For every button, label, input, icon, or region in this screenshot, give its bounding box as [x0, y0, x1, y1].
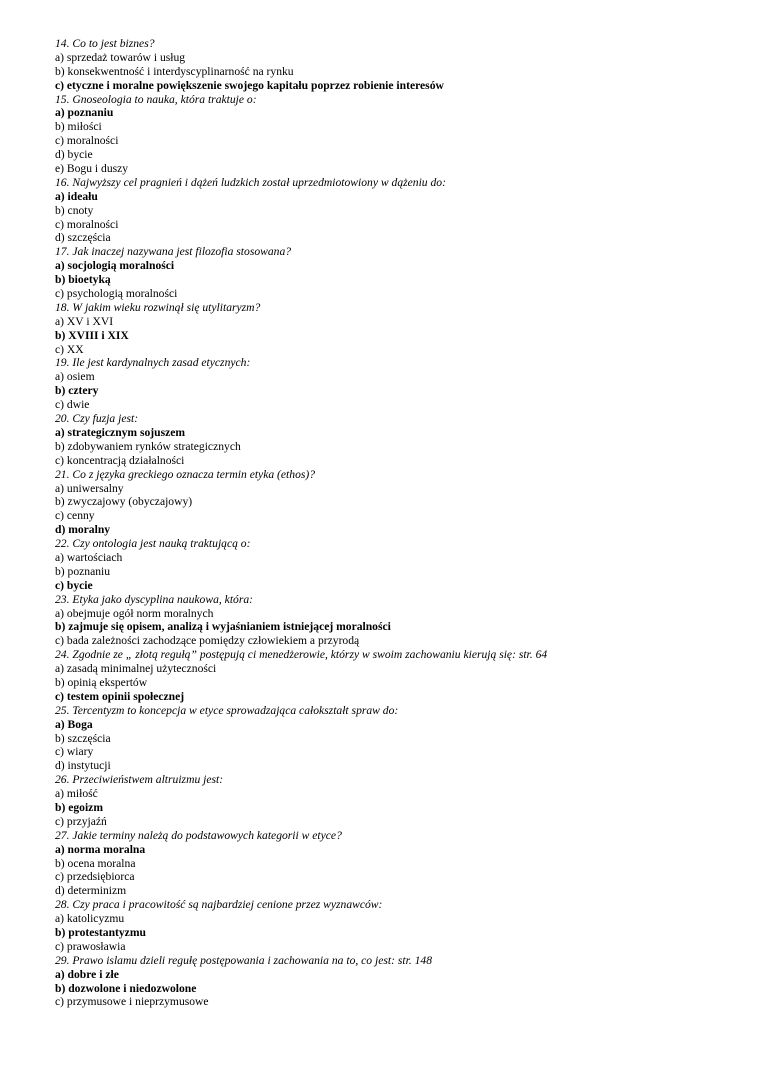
answer-option: b) zdobywaniem rynków strategicznych [55, 439, 241, 453]
answer-option-correct: b) bioetyką [55, 273, 111, 287]
answer-option: c) moralności [55, 217, 119, 231]
answer-option: c) przyjaźń [55, 814, 107, 828]
answer-option-correct: b) protestantyzmu [55, 926, 146, 939]
answer-option: d) bycie [55, 148, 93, 162]
answer-option-correct: a) Boga [55, 717, 93, 731]
answer-option: b) ocena moralna [55, 856, 136, 870]
question-text: 16. Najwyższy cel pragnień i dążeń ludzkich został uprzedmiotowiony w dążeniu do: [55, 175, 446, 189]
answer-option: c) wiary [55, 745, 94, 759]
answer-option: a) katolicyzmu [55, 912, 125, 926]
answer-option: e) Bogu i duszy [55, 162, 129, 176]
answer-option-correct: a) ideału [55, 189, 98, 203]
answer-option-correct: b) cztery [55, 384, 99, 398]
answer-option: b) szczęścia [55, 731, 111, 745]
answer-option-correct: b) XVIII i XIX [55, 328, 129, 342]
answer-option: d) szczęścia [55, 231, 111, 245]
answer-option: a) uniwersalny [55, 481, 124, 495]
answer-option: c) psychologią moralności [55, 287, 178, 301]
quiz-document [55, 37, 745, 1009]
answer-option: c) koncentracją działalności [55, 453, 185, 467]
answer-option-correct: a) dobre i złe [55, 967, 119, 981]
answer-option: b) opinią ekspertów [55, 675, 148, 689]
answer-option: a) miłość [55, 787, 98, 801]
answer-option-correct: c) bycie [55, 578, 93, 592]
answer-option: a) wartościach [55, 550, 123, 564]
answer-option: c) prawosławia [55, 939, 126, 953]
question-text: 17. Jak inaczej nazywana jest filozofia stosowana? [55, 245, 292, 259]
question-text: 15. Gnoseologia to nauka, która traktuje o: [55, 92, 257, 106]
question-text: 18. W jakim wieku rozwinął się utylitaryzm? [55, 300, 261, 314]
answer-option: c) XX [55, 342, 84, 356]
answer-option: a) osiem [55, 370, 95, 384]
answer-option-correct: a) socjologią moralności [55, 259, 175, 273]
answer-option: b) konsekwentność i interdyscyplinarność na rynku [55, 64, 294, 78]
answer-option: c) przedsiębiorca [55, 870, 135, 884]
answer-option-correct: b) zajmuje się opisem, analizą i wyjaśnianiem istniejącej moralności [55, 620, 391, 634]
answer-option: a) zasadą minimalnej użyteczności [55, 662, 217, 676]
answer-option: b) zwyczajowy (obyczajowy) [55, 495, 193, 509]
answer-option-correct: c) testem opinii społecznej [55, 689, 185, 703]
answer-option-correct: b) dozwolone i niedozwolone [55, 981, 197, 995]
answer-option: c) cenny [55, 509, 95, 523]
answer-option: c) bada zależności zachodzące pomiędzy człowiekiem a przyrodą [55, 634, 360, 648]
question-text: 23. Etyka jako dyscyplina naukowa, która: [55, 592, 254, 606]
answer-option-correct: b) egoizm [55, 800, 103, 814]
answer-option: b) poznaniu [55, 564, 111, 578]
question-text: 14. Co to jest biznes? [55, 37, 155, 50]
answer-option: c) moralności [55, 134, 119, 148]
answer-option-correct: a) poznaniu [55, 106, 114, 120]
question-text: 22. Czy ontologia jest nauką traktującą o: [55, 537, 251, 551]
answer-option: a) XV i XVI [55, 314, 114, 328]
question-text: 26. Przeciwieństwem altruizmu jest: [55, 773, 224, 787]
answer-option: a) sprzedaż towarów i usług [55, 50, 186, 64]
answer-option: d) determinizm [55, 884, 127, 898]
question-text: 28. Czy praca i pracowitość są najbardziej cenione przez wyznawców: [55, 898, 383, 912]
answer-option-correct: d) moralny [55, 523, 111, 537]
question-text: 27. Jakie terminy należą do podstawowych kategorii w etyce? [55, 828, 342, 842]
question-text: 24. Zgodnie ze „ złotą regułą” postępują ci menedżerowie, którzy w swoim zachowaniu kierują się: str. 64 [55, 648, 548, 662]
question-text: 19. Ile jest kardynalnych zasad etycznych: [55, 356, 251, 370]
answer-option-correct: c) etyczne i moralne powiększenie swojego kapitału poprzez robienie interesów [55, 78, 444, 92]
answer-option-correct: a) norma moralna [55, 842, 146, 856]
answer-option: a) obejmuje ogół norm moralnych [55, 606, 214, 620]
question-text: 29. Prawo islamu dzieli regułę postępowania i zachowania na to, co jest: str. 148 [55, 953, 433, 967]
question-text: 25. Tercentyzm to koncepcja w etyce sprowadzająca całokształt spraw do: [55, 703, 399, 717]
answer-option: c) przymusowe i nieprzymusowe [55, 995, 209, 1009]
answer-option: d) instytucji [55, 759, 111, 773]
answer-option-correct: a) strategicznym sojuszem [55, 425, 186, 439]
answer-option: b) cnoty [55, 203, 94, 217]
answer-option: c) dwie [55, 398, 90, 412]
question-text: 20. Czy fuzja jest: [55, 412, 139, 426]
answer-option: b) miłości [55, 120, 102, 134]
question-text: 21. Co z języka greckiego oznacza termin etyka (ethos)? [55, 467, 316, 481]
